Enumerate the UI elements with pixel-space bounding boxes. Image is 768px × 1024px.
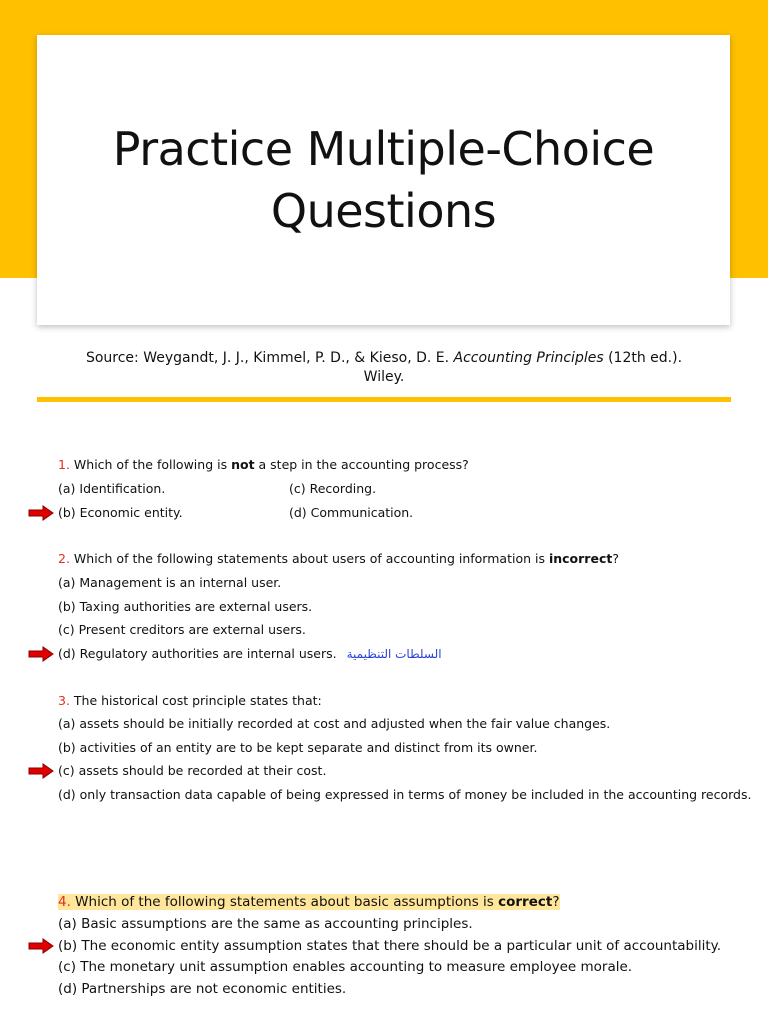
question-4-option-d: (d) Partnerships are not economic entities. (58, 981, 347, 997)
question-2-option-d (58, 646, 442, 662)
question-2-option-b: (b) Taxing authorities are external users. (58, 599, 313, 614)
question-1-option-a: (a) Identification. (58, 481, 166, 496)
question-3-option-b: (b) activities of an entity are to be kept separate and distinct from its owner. (58, 740, 538, 755)
question-4-highlight (58, 894, 560, 910)
question-3-option-a: (a) assets should be initially recorded at cost and adjusted when the fair value changes. (58, 716, 611, 731)
source-book-title: Accounting Principles (453, 350, 604, 366)
question-1-number: 1. (58, 457, 70, 472)
question-4-emphasis: correct (498, 894, 553, 910)
question-2-option-d-text: (d) Regulatory authorities are internal users. (58, 646, 337, 661)
question-4-text-post: ? (552, 894, 560, 910)
answer-arrow-icon (28, 763, 54, 779)
question-3-number: 3. (58, 693, 70, 708)
answer-arrow-icon (28, 938, 54, 954)
question-3-stem (58, 693, 322, 709)
question-2-text-pre: Which of the following statements about users of accounting information is (69, 551, 549, 566)
source-prefix: Source: Weygandt, J. J., Kimmel, P. D., & Kieso, D. E. (85, 350, 454, 366)
answer-arrow-icon (28, 646, 54, 662)
question-4-option-c: (c) The monetary unit assumption enables accounting to measure employee morale. (58, 959, 633, 975)
title-line-1: Practice Multiple-Choice (112, 122, 655, 176)
answer-arrow-icon (28, 505, 54, 521)
question-1-text-pre: Which of the following is (69, 457, 232, 472)
source-publisher: Wiley. (363, 369, 405, 385)
question-3-option-d: (d) only transaction data capable of being expressed in terms of money be included in the accounting records. (58, 787, 752, 802)
source-suffix: (12th ed.). (603, 350, 683, 366)
question-1-text-post: a step in the accounting process? (254, 457, 469, 472)
question-2-emphasis: incorrect (548, 551, 613, 566)
title-line-2: Questions (270, 184, 497, 238)
question-2-option-a: (a) Management is an internal user. (58, 575, 282, 590)
question-2-option-c: (c) Present creditors are external users. (58, 622, 306, 637)
question-3-option-c: (c) assets should be recorded at their cost. (58, 763, 327, 778)
question-4-text-pre: Which of the following statements about basic assumptions is (70, 894, 499, 910)
question-1-option-c: (c) Recording. (289, 481, 377, 496)
question-1-stem (58, 457, 469, 473)
question-2-text-post: ? (612, 551, 619, 566)
question-2-stem (58, 551, 619, 567)
question-4-number: 4. (58, 894, 71, 910)
arabic-annotation: السلطات التنظيمية (346, 647, 442, 661)
question-2-number: 2. (58, 551, 70, 566)
question-4-option-a: (a) Basic assumptions are the same as accounting principles. (58, 916, 473, 932)
question-4-option-b: (b) The economic entity assumption states that there should be a particular unit of accountability. (58, 938, 721, 954)
question-4-stem (58, 893, 560, 911)
question-1-option-d: (d) Communication. (289, 505, 414, 520)
question-1-emphasis: not (231, 457, 255, 472)
question-3-text: The historical cost principle states that: (69, 693, 322, 708)
question-1-option-b: (b) Economic entity. (58, 505, 183, 520)
